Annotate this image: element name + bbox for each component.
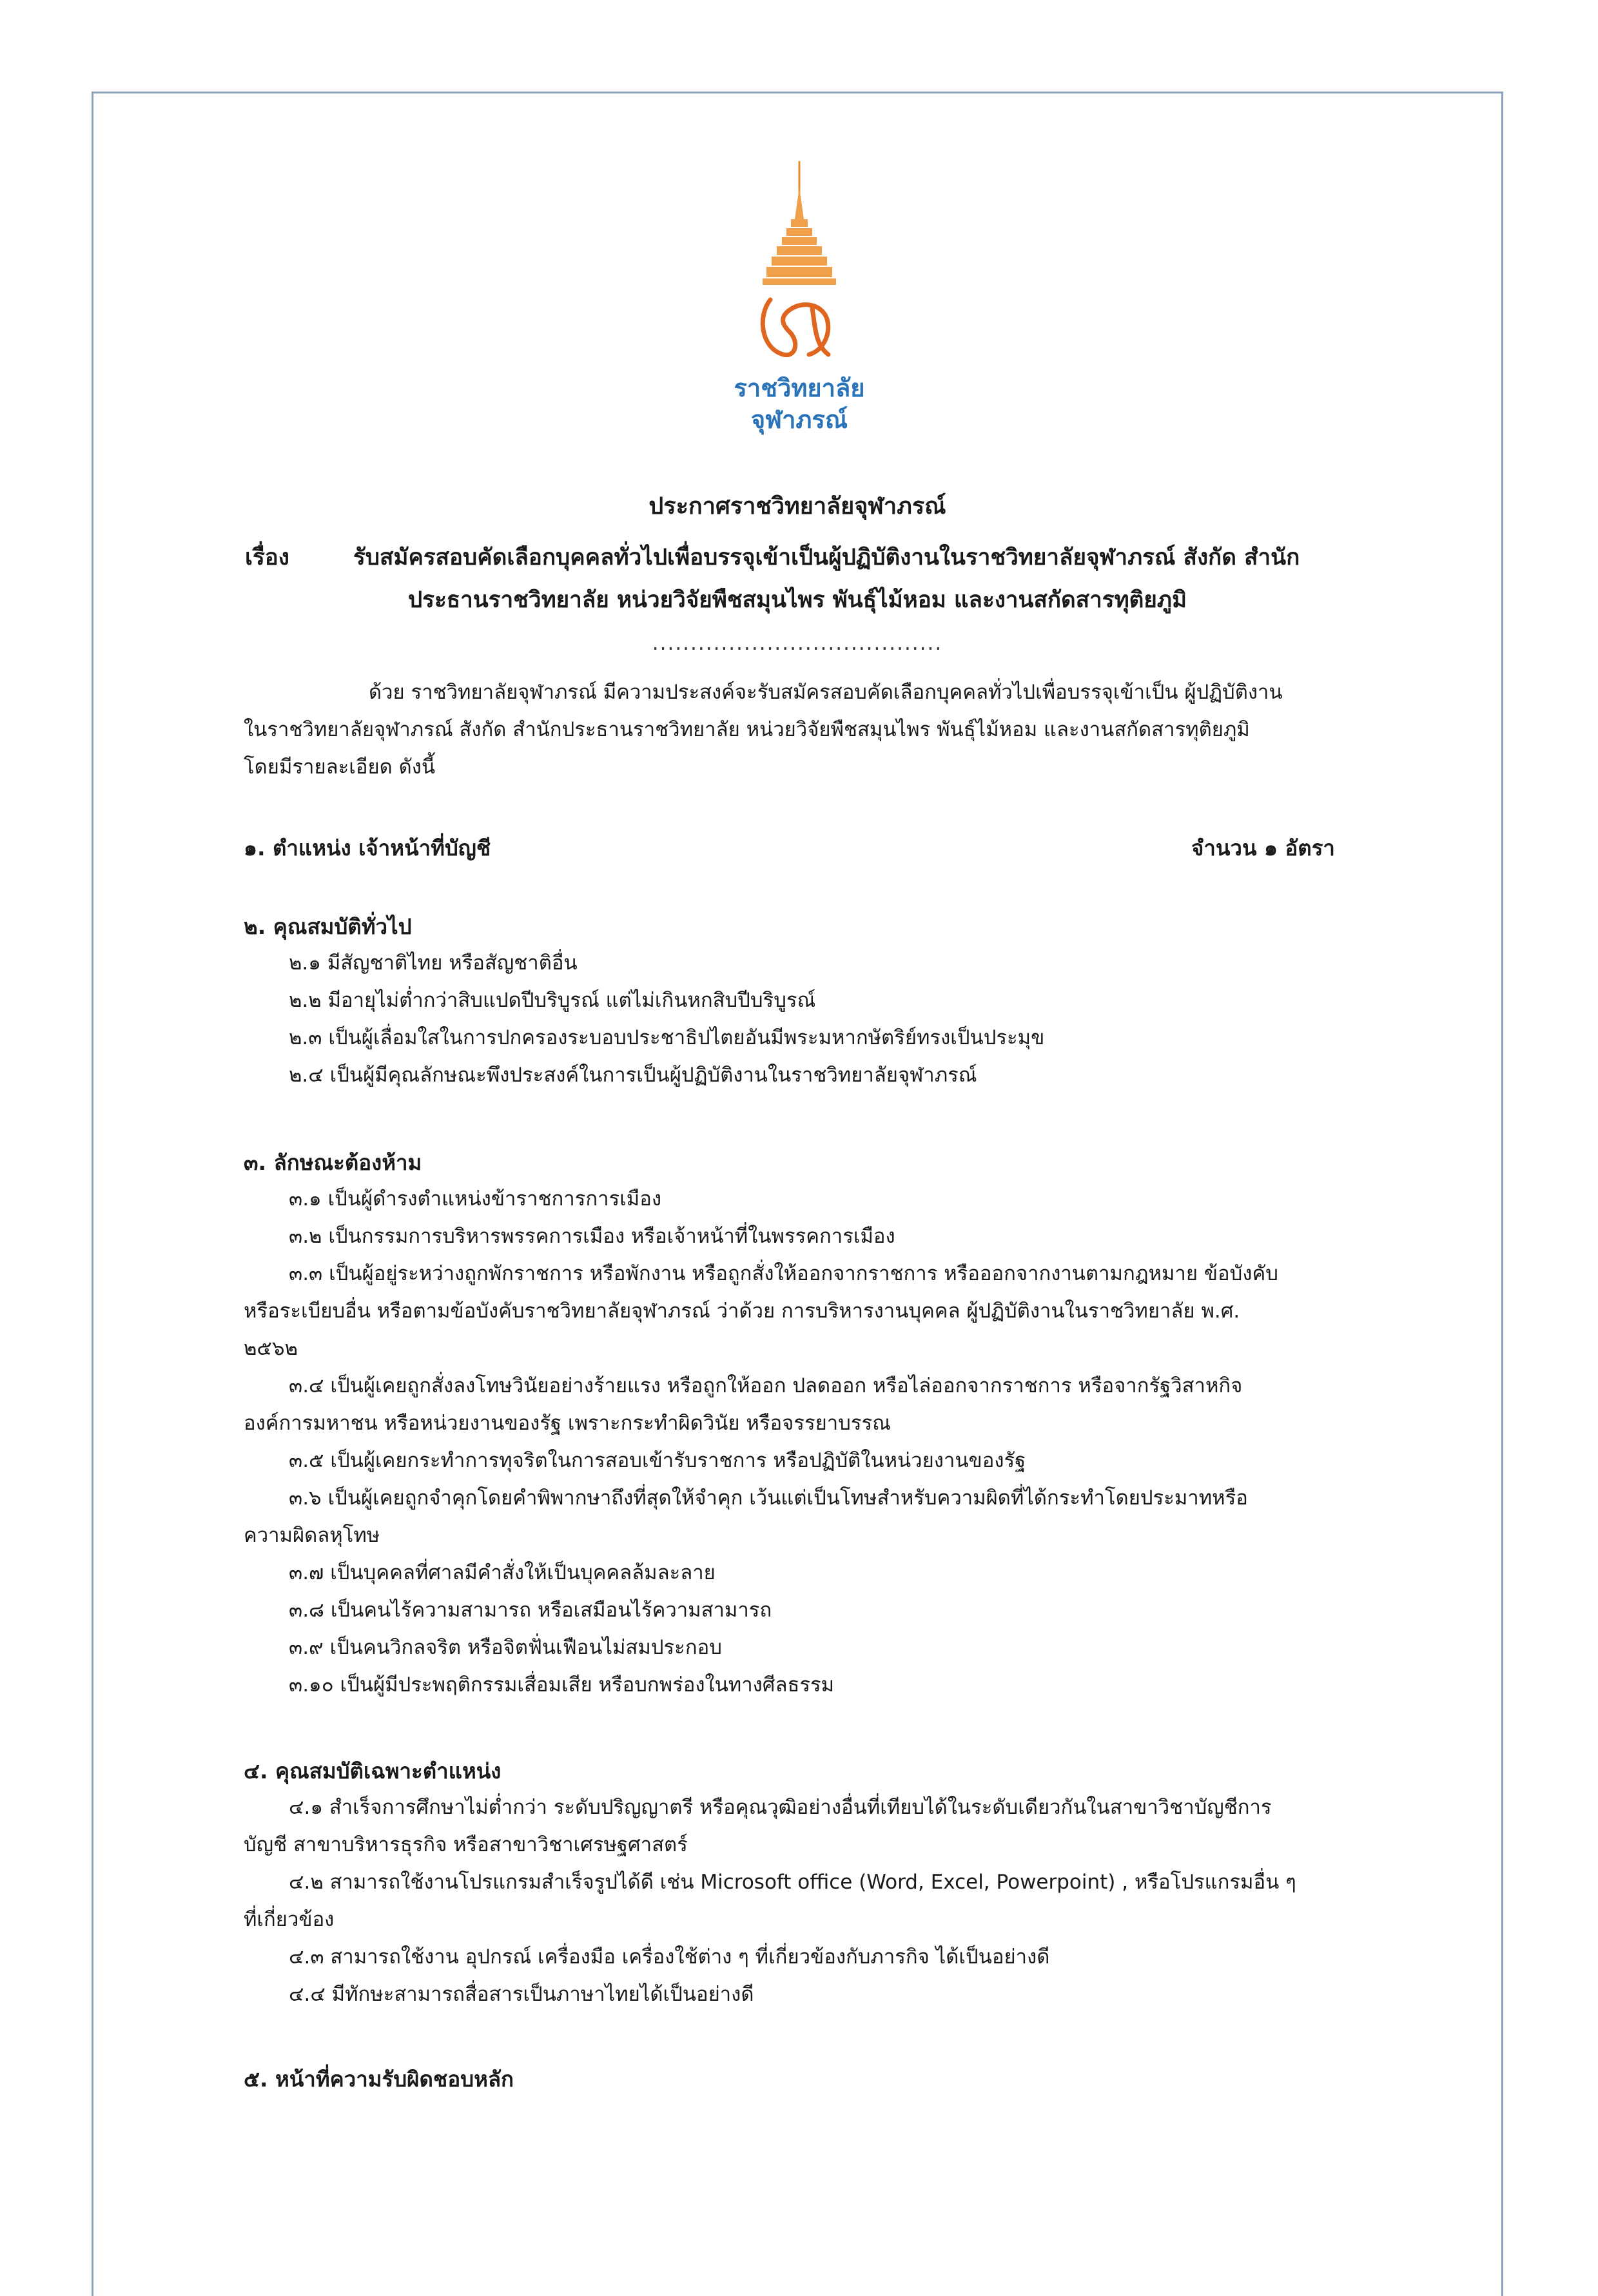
logo-line-1: ราชวิทยาลัย: [734, 374, 865, 402]
list-item: ๓.๗ เป็นบุคคลที่ศาลมีคำสั่งให้เป็นบุคคลล้มละลาย: [289, 1561, 716, 1584]
list-item: ๒.๔ เป็นผู้มีคุณลักษณะพึงประสงค์ในการเป็นผู้ปฏิบัติงานในราชวิทยาลัยจุฬาภรณ์: [289, 1064, 977, 1087]
list-item: ๓.๔ เป็นผู้เคยถูกสั่งลงโทษวินัยอย่างร้ายแรง หรือถูกให้ออก ปลดออก หรือไล่ออกจากราชการ หรือจากรัฐวิสาหกิจ: [289, 1374, 1243, 1397]
subject-label: เรื่อง: [245, 545, 289, 570]
list-item: ๒.๒ มีอายุไม่ต่ำกว่าสิบแปดปีบริบูรณ์ แต่ไม่เกินหกสิบปีบริบูรณ์: [289, 989, 816, 1012]
logo-line-2: จุฬาภรณ์: [750, 405, 848, 434]
subject-line-2: ประธานราชวิทยาลัย หน่วยวิจัยพืชสมุนไพร พันธุ์ไม้หอม และงานสกัดสารทุติยภูมิ: [407, 587, 1187, 613]
list-item: ๔.๓ สามารถใช้งาน อุปกรณ์ เครื่องมือ เครื่องใช้ต่าง ๆ ที่เกี่ยวข้องกับภารกิจ ได้เป็นอย่างดี: [289, 1945, 1050, 1969]
list-item: ๓.๒ เป็นกรรมการบริหารพรรคการเมือง หรือเจ้าหน้าที่ในพรรคการเมือง: [289, 1225, 895, 1248]
list-item-continued: หรือระเบียบอื่น หรือตามข้อบังคับราชวิทยาลัยจุฬาภรณ์ ว่าด้วย การบริหารงานบุคคล ผู้ปฏิบัติงานในราชวิทยาลัย พ.ศ.: [244, 1299, 1240, 1323]
list-item-continued: บัญชี สาขาบริหารธุรกิจ หรือสาขาวิชาเศรษฐศาสตร์: [244, 1833, 688, 1856]
list-item: ๔.๔ มีทักษะสามารถสื่อสารเป็นภาษาไทยได้เป็นอย่างดี: [289, 1983, 754, 2006]
section-4-heading: ๔. คุณสมบัติเฉพาะตำแหน่ง: [244, 1758, 502, 1784]
list-item: ๔.๑ สำเร็จการศึกษาไม่ต่ำกว่า ระดับปริญญาตรี หรือคุณวุฒิอย่างอื่นที่เทียบได้ในระดับเดียวกันในสาขาวิชาบัญชีการ: [289, 1796, 1272, 1819]
list-item-continued: องค์การมหาชน หรือหน่วยงานของรัฐ เพราะกระทำผิดวินัย หรือจรรยาบรรณ: [244, 1412, 891, 1435]
subject-line-1: รับสมัครสอบคัดเลือกบุคคลทั่วไปเพื่อบรรจุเข้าเป็นผู้ปฏิบัติงานในราชวิทยาลัยจุฬาภรณ์ สังกัด สำนัก: [353, 545, 1300, 570]
title-separator: ......................................: [652, 632, 943, 655]
logo-wordmark: [703, 373, 896, 436]
list-item: ๓.๙ เป็นคนวิกลจริต หรือจิตฟั่นเฟือนไม่สมประกอบ: [289, 1636, 722, 1659]
page-title: ประกาศราชวิทยาลัยจุฬาภรณ์: [648, 493, 946, 520]
intro-line-3: โดยมีรายละเอียด ดังนี้: [244, 755, 436, 779]
list-item: ๓.๖ เป็นผู้เคยถูกจำคุกโดยคำพิพากษาถึงที่สุดให้จำคุก เว้นแต่เป็นโทษสำหรับความผิดที่ได้กระทำโดยประมาทหรือ: [289, 1486, 1248, 1510]
position-title: ๑. ตำแหน่ง เจ้าหน้าที่บัญชี: [244, 835, 491, 861]
section-2-heading: ๒. คุณสมบัติทั่วไป: [244, 914, 412, 939]
list-item-continued: ที่เกี่ยวข้อง: [244, 1908, 335, 1931]
position-count: จำนวน ๑ อัตรา: [1191, 835, 1335, 861]
list-item: ๓.๑ เป็นผู้ดำรงตำแหน่งข้าราชการการเมือง: [289, 1187, 661, 1211]
section-3-heading: ๓. ลักษณะต้องห้าม: [244, 1150, 422, 1175]
list-item: ๓.๑๐ เป็นผู้มีประพฤติกรรมเสื่อมเสีย หรือบกพร่องในทางศีลธรรม: [289, 1673, 835, 1697]
list-item-continued: ความผิดลหุโทษ: [244, 1524, 380, 1547]
intro-line-1: ด้วย ราชวิทยาลัยจุฬาภรณ์ มีความประสงค์จะรับสมัครสอบคัดเลือกบุคคลทั่วไปเพื่อบรรจุเข้าเป็น ผู้ปฏิบัติงาน: [369, 681, 1283, 704]
list-item: ๓.๘ เป็นคนไร้ความสามารถ หรือเสมือนไร้ความสามารถ: [289, 1599, 772, 1622]
list-item: ๒.๓ เป็นผู้เลื่อมใสในการปกครองระบอบประชาธิปไตยอันมีพระมหากษัตริย์ทรงเป็นประมุข: [289, 1026, 1045, 1049]
list-item: ๓.๕ เป็นผู้เคยกระทำการทุจริตในการสอบเข้ารับราชการ หรือปฏิบัติในหน่วยงานของรัฐ: [289, 1449, 1026, 1472]
list-item: ๔.๒ สามารถใช้งานโปรแกรมสำเร็จรูปได้ดี เช่น Microsoft office (Word, Excel, Powerpoint) , หรือโปรแกรมอื่น ๆ: [289, 1871, 1296, 1894]
intro-line-2: ในราชวิทยาลัยจุฬาภรณ์ สังกัด สำนักประธานราชวิทยาลัย หน่วยวิจัยพืชสมุนไพร พันธุ์ไม้หอม และงานสกัดสารทุติยภูมิ: [244, 718, 1250, 741]
section-5-heading: ๕. หน้าที่ความรับผิดชอบหลัก: [244, 2067, 514, 2092]
list-item: ๓.๓ เป็นผู้อยู่ระหว่างถูกพักราชการ หรือพักงาน หรือถูกสั่งให้ออกจากราชการ หรือออกจากงานตามกฎหมาย ข้อบังคับ: [289, 1262, 1278, 1285]
list-item-continued: ๒๕๖๒: [244, 1337, 298, 1360]
list-item: ๒.๑ มีสัญชาติไทย หรือสัญชาติอื่น: [289, 951, 578, 975]
